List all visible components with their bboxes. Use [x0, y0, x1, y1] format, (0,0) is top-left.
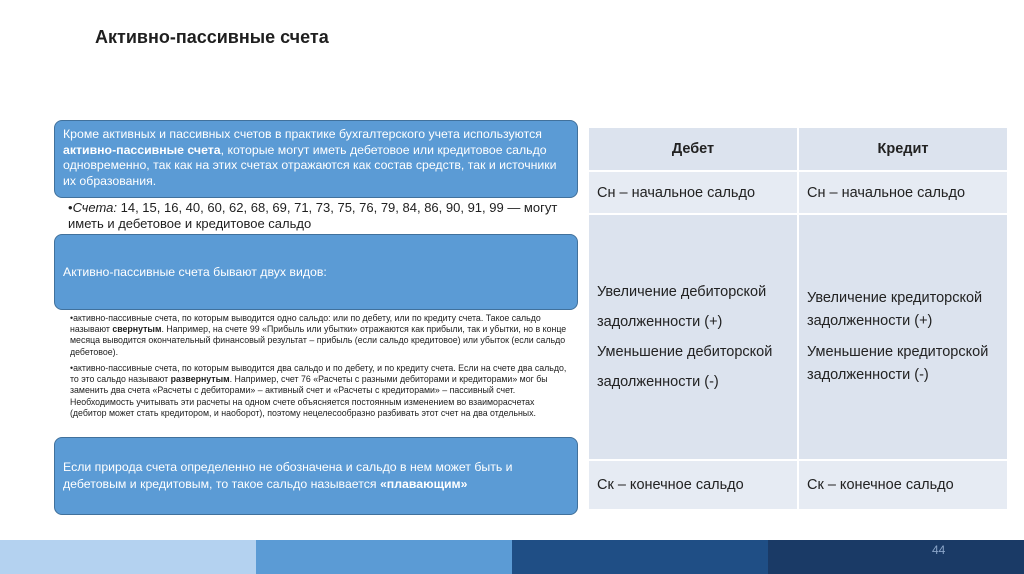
accounts-label: Счета: — [72, 200, 118, 215]
debit-turnover — [588, 214, 798, 460]
collapsed-note-start: •активно-пассивные счета, по которым выводится одно сальдо: или по дебету, или по кредиту счета. Такое сальдо называют — [70, 313, 541, 335]
debit-closing: Ск – конечное сальдо — [588, 460, 798, 510]
intro-text-start: Кроме активных и пассивных счетов в практике бухгалтерского учета используются — [63, 127, 542, 141]
floating-balance-box — [54, 437, 578, 515]
debit-increase: Увеличение дебиторской задолженности (+) — [597, 283, 767, 330]
footer-bar — [0, 540, 1024, 574]
footer-segment-2 — [256, 540, 512, 574]
debit-header: Дебет — [588, 127, 798, 171]
footer-segment-3 — [512, 540, 768, 574]
expanded-balance-note — [70, 363, 572, 419]
collapsed-balance-note — [70, 313, 572, 358]
credit-opening: Сн – начальное сальдо — [798, 171, 1008, 213]
floating-text-bold: «плавающим» — [379, 477, 468, 491]
footer-segment-1 — [0, 540, 256, 574]
account-scheme-table — [587, 126, 1009, 511]
types-box — [54, 234, 578, 310]
credit-decrease: Уменьшение кредиторской задолженности (-) — [807, 343, 989, 383]
debit-opening: Сн – начальное сальдо — [588, 171, 798, 213]
footer-segment-4 — [768, 540, 1024, 574]
credit-header: Кредит — [798, 127, 1008, 171]
intro-text-bold: активно-пассивные счета — [63, 142, 221, 157]
expanded-note-start: •активно-пассивные счета, по которым выводится два сальдо и по дебету, и по кредиту счета. Если на счете два сальдо, то это сальдо называют — [70, 363, 567, 385]
floating-text — [63, 459, 569, 493]
intro-text-end: , которые могут иметь дебетовое или кредитовое сальдо одновременно, так как на этих счетах отражаются как состав средств, так и источники их образования. — [63, 142, 557, 188]
floating-text-start: Если природа счета определенно не обозначена и сальдо в нем может быть и дебетовым и кредитовым, то такое сальдо называется — [63, 460, 513, 491]
intro-box — [54, 120, 578, 198]
expanded-note-end: . Например, счет 76 «Расчеты с разными дебиторами и кредиторами» мог бы заменить два счета «Расчеты с дебиторами» – активный счет и «Расчеты с кредиторами» – пассивный счет. Необходимость учитывать эти расчеты на одном счете объясняется постоянным изменением во взаиморасчетах (дебитор может стать кредитором, и наоборот), поэтому нецелесообразно разбивать этот счет на два отдельных. — [70, 374, 548, 418]
credit-increase: Увеличение кредиторской задолженности (+) — [807, 289, 983, 329]
credit-turnover — [798, 214, 1008, 460]
page-title: Активно-пассивные счета — [95, 27, 329, 47]
accounts-list: 14, 15, 16, 40, 60, 62, 68, 69, 71, 73, 75, 76, 79, 84, 86, 90, 91, 99 — могут иметь и дебетовое и кредитовое сальдо — [68, 200, 558, 231]
credit-closing: Ск – конечное сальдо — [798, 460, 1008, 510]
page-number: 44 — [932, 543, 946, 557]
expanded-note-bold: развернутым — [170, 374, 230, 385]
types-heading: Активно-пассивные счета бывают двух видов: — [63, 265, 327, 279]
collapsed-note-bold: свернутым — [112, 324, 162, 335]
accounts-bullet: •Счета: 14, 15, 16, 40, 60, 62, 68, 69, 71, 73, 75, 76, 79, 84, 86, 90, 91, 99 — могут иметь и дебетовое и кредитовое сальдо — [68, 200, 558, 231]
intro-text — [63, 127, 569, 189]
debit-decrease: Уменьшение дебиторской задолженности (-) — [597, 343, 773, 390]
collapsed-note-end: . Например, на счете 99 «Прибыль или убытки» отражаются как прибыли, так и убытки, но в конце месяца выводится окончательный финансовый результат – прибыль (если сальдо кредитовое) или убыток (если сальдо дебетовое). — [70, 324, 567, 357]
